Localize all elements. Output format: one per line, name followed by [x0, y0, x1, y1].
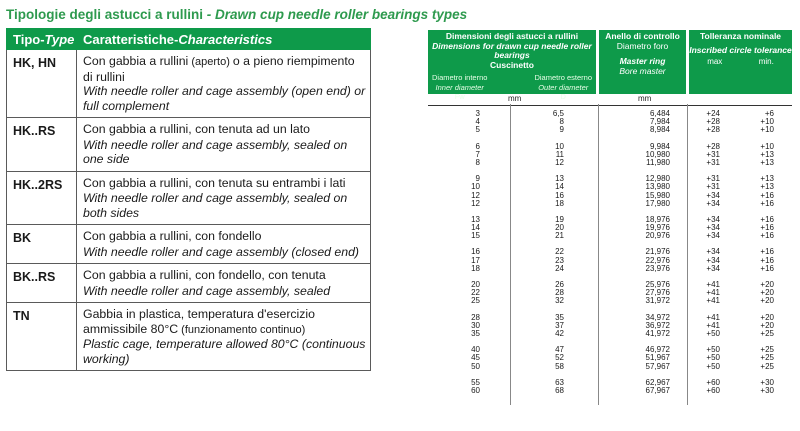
- units-row: [428, 94, 792, 104]
- outer-diameter-cell: 10: [555, 141, 564, 151]
- outer-diameter-cell: 6,5: [552, 109, 564, 118]
- table-row: [428, 330, 792, 338]
- master-ring-cell: 57,967: [645, 361, 670, 371]
- type-code: BK: [7, 225, 77, 264]
- master-ring-cell: 23,976: [645, 263, 670, 273]
- tolerance-max-cell: +31: [706, 182, 720, 192]
- table-row: [428, 363, 792, 371]
- tolerance-min-cell: +16: [760, 198, 774, 208]
- type-row: [7, 264, 371, 303]
- inner-diameter-cell: 28: [471, 312, 480, 322]
- master-ring-cell: 6,484: [649, 109, 670, 118]
- master-ring-cell: 18,976: [645, 214, 670, 224]
- tolerance-min-cell: +16: [760, 255, 774, 265]
- master-ring-cell: 46,972: [645, 345, 670, 355]
- inner-diameter-cell: 8: [475, 157, 480, 167]
- tolerance-max-cell: +31: [706, 174, 720, 184]
- master-ring-cell: 10,980: [645, 149, 670, 159]
- description-note: (funzionamento continuo): [178, 323, 306, 336]
- master-ring-cell: 62,967: [645, 377, 670, 387]
- inner-diameter-cell: 60: [471, 385, 480, 395]
- unit-ring: mm: [638, 94, 652, 103]
- type-code: BK..RS: [7, 264, 77, 303]
- inner-diameter-cell: 6: [475, 141, 480, 151]
- page-title: [6, 7, 467, 22]
- inner-diameter-cell: 20: [471, 280, 480, 289]
- description-english: With needle roller and cage assembly, sealed: [83, 283, 331, 298]
- master-ring-cell: 51,967: [645, 353, 670, 363]
- type-code: HK..RS: [7, 118, 77, 172]
- tolerance-min-cell: +13: [760, 182, 774, 192]
- outer-diameter-cell: 21: [555, 231, 564, 241]
- description-italian: Con gabbia a rullini, con tenuta su entrambi i lati: [83, 175, 346, 190]
- tolerance-max-cell: +60: [706, 385, 720, 395]
- inner-diameter-cell: 45: [471, 353, 480, 363]
- tolerance-max-cell: +34: [706, 255, 720, 265]
- characteristics-column-header: Caratteristiche-Characteristics: [77, 29, 371, 50]
- outer-diameter-cell: 12: [555, 157, 564, 167]
- row-group: [428, 281, 792, 306]
- table-row: [428, 118, 792, 126]
- description-italian-rest: o a pieno riempimento di rullini: [83, 54, 355, 84]
- inner-diameter-cell: 10: [471, 182, 480, 192]
- outer-diameter-cell: 26: [555, 280, 564, 289]
- table-row: [428, 224, 792, 232]
- tolerance-min-cell: +16: [760, 214, 774, 224]
- header-rule: [428, 105, 792, 106]
- master-ring-cell: 22,976: [645, 255, 670, 265]
- tolerance-min-cell: +13: [760, 149, 774, 159]
- outer-diameter-cell: 28: [555, 288, 564, 298]
- tolerance-min-cell: +25: [760, 353, 774, 363]
- outer-diameter-cell: 8: [559, 117, 564, 127]
- description-english: Plastic cage, temperature allowed 80°C (continuous working): [83, 337, 366, 366]
- tolerance-min-cell: +16: [760, 231, 774, 241]
- types-table-header: [7, 29, 371, 50]
- row-group: [428, 379, 792, 395]
- outer-diameter-cell: 52: [555, 353, 564, 363]
- type-row: [7, 303, 371, 371]
- outer-diameter-cell: 11: [555, 149, 564, 159]
- unit-left: mm: [508, 94, 522, 103]
- outer-diameter-cell: 47: [555, 345, 564, 355]
- tolerance-max-cell: +50: [706, 361, 720, 371]
- tolerance-min-cell: +30: [760, 377, 774, 387]
- row-group: [428, 143, 792, 168]
- tolerance-header: Tolleranza nominale Inscribed circle tolerance max min.: [689, 30, 792, 94]
- tolerance-min-cell: +10: [760, 125, 774, 135]
- dimensions-header: Dimensioni degli astucci a rullini Dimensions for drawn cup needle roller bearings Cuscinetto Diametro interno Inner diameter Fw Diametro esterno Outer diameter D: [428, 30, 596, 94]
- inner-diameter-cell: 35: [471, 328, 480, 338]
- tolerance-min-cell: +25: [760, 361, 774, 371]
- dimensions-data: [428, 110, 792, 395]
- tolerance-max-cell: +34: [706, 247, 720, 257]
- table-row: [428, 354, 792, 362]
- master-ring-cell: 31,972: [645, 296, 670, 306]
- row-group: [428, 248, 792, 273]
- tolerance-max-cell: +34: [706, 231, 720, 241]
- inner-diameter-cell: 3: [475, 109, 480, 118]
- description-english: With needle roller and cage assembly (open end) or full complement: [83, 84, 366, 113]
- description-english: With needle roller and cage assembly (closed end): [83, 244, 360, 259]
- table-row: [428, 192, 792, 200]
- title-italian: Tipologie degli astucci a rullini: [6, 7, 204, 22]
- outer-diameter-cell: 24: [555, 263, 564, 273]
- tolerance-max-cell: +34: [706, 223, 720, 233]
- row-group: [428, 175, 792, 208]
- tolerance-min-cell: +16: [760, 263, 774, 273]
- inner-diameter-cell: 14: [471, 223, 480, 233]
- tolerance-min-cell: +20: [760, 288, 774, 298]
- type-row: [7, 50, 371, 118]
- types-table: [6, 28, 371, 371]
- description-italian: Con gabbia a rullini, con tenuta ad un lato: [83, 122, 310, 136]
- title-english: Drawn cup needle roller bearings types: [215, 7, 468, 22]
- description-italian: Con gabbia a rullini, con fondello, con tenuta: [83, 268, 326, 282]
- tolerance-min-cell: +20: [760, 280, 774, 289]
- inner-diameter-cell: 12: [471, 198, 480, 208]
- tolerance-min-cell: +20: [760, 296, 774, 306]
- type-description: [77, 171, 371, 225]
- tolerance-min-cell: +25: [760, 328, 774, 338]
- tolerance-max-cell: +31: [706, 149, 720, 159]
- master-ring-cell: 17,980: [645, 198, 670, 208]
- master-ring-cell: 20,976: [645, 231, 670, 241]
- inner-diameter-cell: 7: [475, 149, 480, 159]
- inner-diameter-cell: 12: [471, 190, 480, 200]
- inner-diameter-cell: 50: [471, 361, 480, 371]
- table-row: [428, 200, 792, 208]
- tolerance-max-cell: +34: [706, 198, 720, 208]
- outer-diameter-cell: 23: [555, 255, 564, 265]
- tolerance-max-cell: +50: [706, 345, 720, 355]
- tolerance-max-cell: +41: [706, 296, 720, 306]
- master-ring-header: Anello di controllo Diametro foro Master ring Bore master: [599, 30, 686, 94]
- table-row: [428, 183, 792, 191]
- outer-diameter-cell: 20: [555, 223, 564, 233]
- master-ring-cell: 34,972: [645, 312, 670, 322]
- tolerance-max-cell: +41: [706, 280, 720, 289]
- type-description: [77, 264, 371, 303]
- outer-diameter-cell: 32: [555, 296, 564, 306]
- type-code: HK..2RS: [7, 171, 77, 225]
- description-english: With needle roller and cage assembly, sealed on one side: [83, 137, 348, 166]
- inner-diameter-cell: 16: [471, 247, 480, 257]
- tolerance-min-cell: +25: [760, 345, 774, 355]
- inner-diameter-cell: 15: [471, 231, 480, 241]
- inner-diameter-cell: 22: [471, 288, 480, 298]
- type-description: [77, 303, 371, 371]
- tolerance-min-cell: +20: [760, 320, 774, 330]
- tolerance-max-cell: +31: [706, 157, 720, 167]
- inner-diameter-cell: 13: [471, 214, 480, 224]
- outer-diameter-cell: 42: [555, 328, 564, 338]
- inner-diameter-cell: 5: [475, 125, 480, 135]
- tolerance-min-cell: +10: [760, 117, 774, 127]
- tolerance-min-cell: +16: [760, 223, 774, 233]
- tolerance-max-cell: +41: [706, 320, 720, 330]
- inner-diameter-cell: 9: [475, 174, 480, 184]
- master-ring-cell: 19,976: [645, 223, 670, 233]
- outer-diameter-cell: 18: [555, 198, 564, 208]
- tolerance-max-cell: +34: [706, 214, 720, 224]
- inner-diameter-cell: 40: [471, 345, 480, 355]
- outer-diameter-cell: 37: [555, 320, 564, 330]
- table-row: [428, 126, 792, 134]
- tolerance-max-cell: +28: [706, 117, 720, 127]
- master-ring-cell: 27,976: [645, 288, 670, 298]
- master-ring-cell: 15,980: [645, 190, 670, 200]
- outer-diameter-cell: 68: [555, 385, 564, 395]
- outer-diameter-cell: 19: [555, 214, 564, 224]
- tolerance-max-cell: +28: [706, 125, 720, 135]
- table-row: [428, 281, 792, 289]
- description-italian: Con gabbia a rullini: [83, 54, 189, 68]
- outer-diameter-cell: 22: [555, 247, 564, 257]
- table-row: [428, 379, 792, 387]
- tolerance-max-cell: +28: [706, 141, 720, 151]
- table-row: [428, 151, 792, 159]
- master-ring-cell: 7,984: [649, 117, 670, 127]
- type-description: [77, 118, 371, 172]
- row-group: [428, 110, 792, 135]
- tolerance-min-cell: +16: [760, 247, 774, 257]
- tolerance-max-cell: +50: [706, 328, 720, 338]
- type-row: [7, 225, 371, 264]
- tolerance-max-cell: +60: [706, 377, 720, 387]
- tolerance-min-cell: +20: [760, 312, 774, 322]
- tolerance-min-cell: +16: [760, 190, 774, 200]
- type-code: TN: [7, 303, 77, 371]
- description-italian: Con gabbia a rullini, con fondello: [83, 229, 262, 243]
- table-row: [428, 322, 792, 330]
- table-row: [428, 257, 792, 265]
- description-english: With needle roller and cage assembly, sealed on both sides: [83, 191, 348, 220]
- outer-diameter-cell: 58: [555, 361, 564, 371]
- type-description: [77, 50, 371, 118]
- master-ring-cell: 9,984: [649, 141, 670, 151]
- title-separator: -: [203, 7, 216, 22]
- master-ring-cell: 41,972: [645, 328, 670, 338]
- table-row: [428, 143, 792, 151]
- table-row: [428, 110, 792, 118]
- table-row: [428, 346, 792, 354]
- tolerance-max-cell: +41: [706, 312, 720, 322]
- table-row: [428, 159, 792, 167]
- description-italian: Gabbia in plastica, temperatura d'esercizio ammissibile 80°C: [83, 307, 316, 336]
- tolerance-max-cell: +24: [706, 109, 720, 118]
- table-row: [428, 297, 792, 305]
- inner-diameter-cell: 4: [475, 117, 480, 127]
- row-group: [428, 346, 792, 371]
- table-row: [428, 248, 792, 256]
- table-row: [428, 387, 792, 395]
- master-ring-cell: 21,976: [645, 247, 670, 257]
- outer-diameter-cell: 63: [555, 377, 564, 387]
- type-row: [7, 171, 371, 225]
- master-ring-cell: 13,980: [645, 182, 670, 192]
- outer-diameter-cell: 9: [559, 125, 564, 135]
- description-note: (aperto): [188, 56, 233, 68]
- tolerance-min-cell: +13: [760, 157, 774, 167]
- master-ring-cell: 8,984: [649, 125, 670, 135]
- tolerance-min-cell: +10: [760, 141, 774, 151]
- row-group: [428, 216, 792, 241]
- tolerance-max-cell: +34: [706, 263, 720, 273]
- table-row: [428, 314, 792, 322]
- type-row: [7, 118, 371, 172]
- tolerance-max-cell: +34: [706, 190, 720, 200]
- outer-diameter-cell: 35: [555, 312, 564, 322]
- master-ring-cell: 11,980: [646, 157, 670, 167]
- dimensions-table: [428, 30, 792, 403]
- tolerance-max-cell: +41: [706, 288, 720, 298]
- inner-diameter-cell: 30: [471, 320, 480, 330]
- master-ring-cell: 12,980: [645, 174, 670, 184]
- type-column-header: Tipo-Type: [7, 29, 77, 50]
- outer-diameter-cell: 14: [555, 182, 564, 192]
- table-row: [428, 232, 792, 240]
- master-ring-cell: 25,976: [645, 280, 670, 289]
- master-ring-cell: 67,967: [645, 385, 670, 395]
- inner-diameter-cell: 55: [471, 377, 480, 387]
- type-code: HK, HN: [7, 50, 77, 118]
- tolerance-max-cell: +50: [706, 353, 720, 363]
- outer-diameter-cell: 13: [555, 174, 564, 184]
- tolerance-min-cell: +6: [764, 109, 774, 118]
- table-row: [428, 175, 792, 183]
- tolerance-min-cell: +30: [760, 385, 774, 395]
- type-description: [77, 225, 371, 264]
- master-ring-cell: 36,972: [645, 320, 670, 330]
- tolerance-min-cell: +13: [760, 174, 774, 184]
- outer-diameter-cell: 16: [555, 190, 564, 200]
- inner-diameter-cell: 25: [471, 296, 480, 306]
- table-row: [428, 289, 792, 297]
- table-row: [428, 216, 792, 224]
- row-group: [428, 314, 792, 339]
- table-row: [428, 265, 792, 273]
- inner-diameter-cell: 18: [471, 263, 480, 273]
- inner-diameter-cell: 17: [471, 255, 480, 265]
